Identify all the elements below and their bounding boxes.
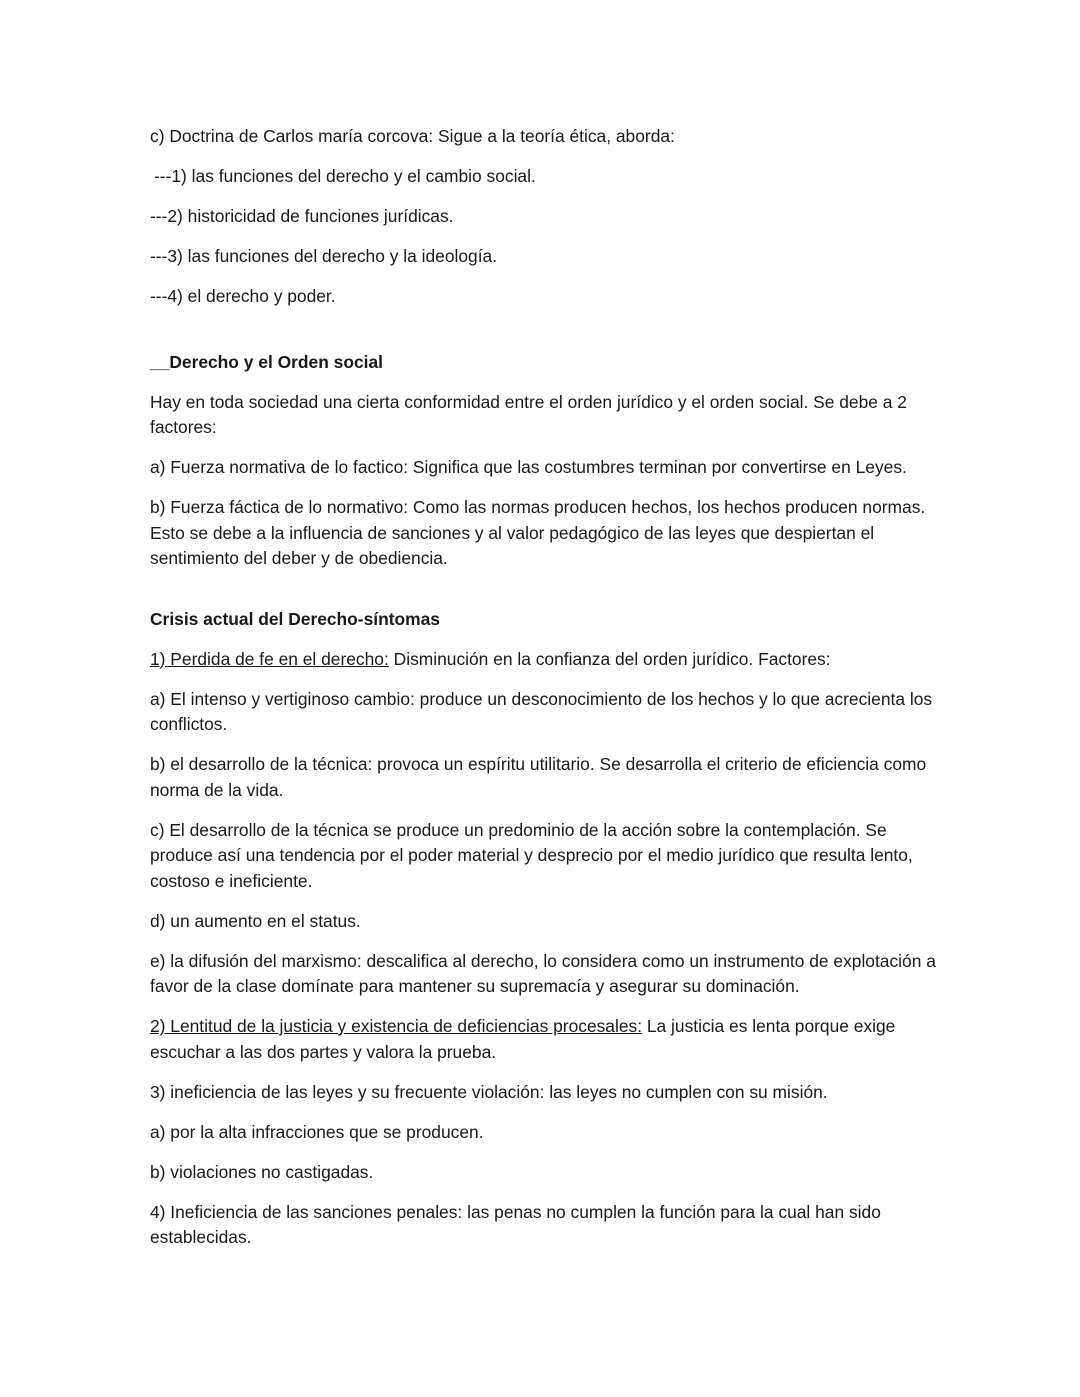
- underlined-subheading: 2) Lentitud de la justicia y existencia de deficiencias procesales:: [150, 1016, 643, 1036]
- paragraph: 4) Ineficiencia de las sanciones penales: las penas no cumplen la función para la cual han sido establecidas.: [150, 1201, 881, 1247]
- paragraph: a) El intenso y vertiginoso cambio: produce un desconocimiento de los hechos y lo que acrecienta los conflictos.: [150, 688, 933, 734]
- section-heading-crisis-derecho: Crisis actual del Derecho-síntomas: [150, 608, 440, 629]
- paragraph: a) por la alta infracciones que se producen.: [150, 1121, 484, 1142]
- paragraph: [150, 1014, 940, 1065]
- list-item: ---1) las funciones del derecho y el cambio social.: [154, 166, 536, 186]
- paragraph: b) violaciones no castigadas.: [150, 1161, 374, 1182]
- paragraph: Hay en toda sociedad una cierta conformidad entre el orden jurídico y el orden social. Se debe a 2 factores:: [150, 391, 907, 437]
- doctrine-intro: c) Doctrina de Carlos maría corcova: Sigue a la teoría ética, aborda:: [150, 126, 675, 146]
- paragraph-text: La justicia es lenta porque exige escuchar a las dos partes y valora la prueba.: [150, 1016, 896, 1062]
- paragraph: [150, 647, 940, 673]
- list-item: ---2) historicidad de funciones jurídicas.: [150, 206, 454, 226]
- paragraph: b) el desarrollo de la técnica: provoca un espíritu utilitario. Se desarrolla el criterio de eficiencia como norma de la vida.: [150, 754, 927, 800]
- paragraph: c) El desarrollo de la técnica se produce un predominio de la acción sobre la contemplación. Se produce así una tendencia por el poder material y desprecio por el medio jurídico que resulta lento, costoso e ineficiente.: [150, 819, 913, 891]
- paragraph: d) un aumento en el status.: [150, 910, 361, 931]
- paragraph: 3) ineficiencia de las leyes y su frecuente violación: las leyes no cumplen con su misión.: [150, 1081, 828, 1102]
- list-item: ---3) las funciones del derecho y la ideología.: [150, 246, 498, 266]
- paragraph-text: Disminución en la confianza del orden jurídico. Factores:: [388, 648, 831, 669]
- section-heading-derecho-orden-social: __Derecho y el Orden social: [150, 351, 383, 372]
- paragraph: a) Fuerza normativa de lo factico: Significa que las costumbres terminan por convertirse en Leyes.: [150, 457, 907, 477]
- document-page: [150, 124, 940, 1265]
- underlined-subheading: 1) Perdida de fe en el derecho:: [150, 648, 389, 669]
- list-item: ---4) el derecho y poder.: [150, 286, 336, 306]
- paragraph: b) Fuerza fáctica de lo normativo: Como las normas producen hechos, los hechos producen normas. Esto se debe a la influencia de sanciones y al valor pedagógico de las leyes que despiertan el sentimiento del deber y de obediencia.: [150, 497, 926, 568]
- paragraph: e) la difusión del marxismo: descalifica al derecho, lo considera como un instrumento de explotación a favor de la clase domínate para mantener su supremacía y asegurar su dominación.: [150, 950, 936, 996]
